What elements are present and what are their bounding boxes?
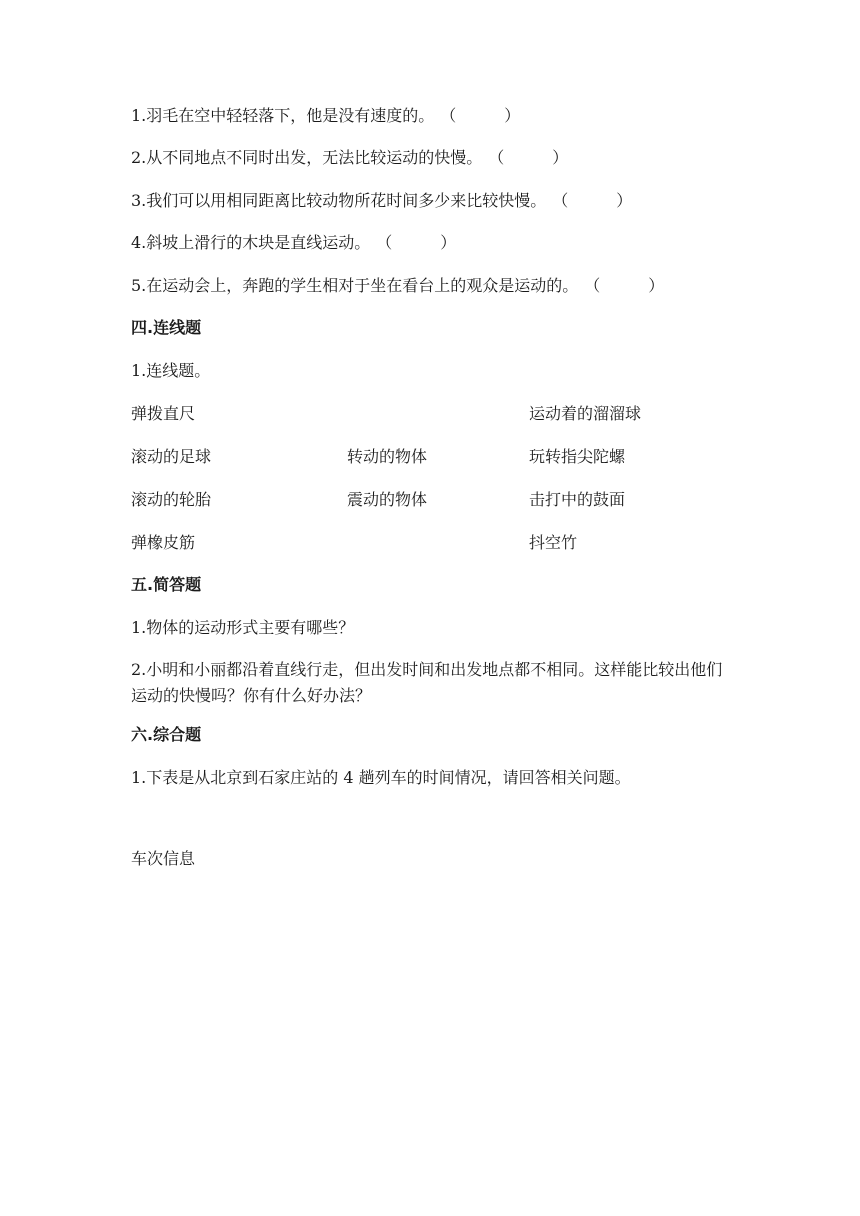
match-right-item[interactable]: 运动着的溜溜球 (529, 404, 642, 423)
match-left-item[interactable]: 弹拨直尺 (131, 404, 196, 423)
answer-parentheses[interactable]: （ ） (440, 106, 521, 125)
table-caption: 车次信息 (131, 849, 196, 868)
match-right-item[interactable]: 击打中的鼓面 (529, 490, 626, 509)
tf-item-text: 5.在运动会上，奔跑的学生相对于坐在看台上的观众是运动的。 (131, 276, 579, 295)
short-answer-question-2: 2.小明和小丽都沿着直线行走，但出发时间和出发地点都不相同。这样能比较出他们运动的快慢吗？你有什么好办法？ (131, 660, 723, 705)
match-left-item[interactable]: 滚动的轮胎 (131, 490, 212, 509)
section-title-comprehensive: 六.综合题 (131, 725, 202, 744)
tf-item-1 (131, 106, 520, 126)
tf-item-4 (131, 233, 456, 253)
answer-parentheses[interactable]: （ ） (584, 276, 665, 295)
section-title-short-answer: 五.简答题 (131, 575, 202, 594)
tf-item-2 (131, 148, 568, 168)
answer-parentheses[interactable]: （ ） (488, 148, 569, 167)
answer-parentheses[interactable]: （ ） (552, 191, 633, 210)
match-left-item[interactable]: 滚动的足球 (131, 447, 212, 466)
match-left-item[interactable]: 弹橡皮筋 (131, 533, 196, 552)
match-middle-item[interactable]: 震动的物体 (347, 490, 428, 509)
section-title-matching: 四.连线题 (131, 318, 202, 337)
tf-item-text: 4.斜坡上滑行的木块是直线运动。 (131, 233, 371, 252)
match-right-item[interactable]: 玩转指尖陀螺 (529, 447, 626, 466)
match-right-item[interactable]: 抖空竹 (529, 533, 578, 552)
tf-item-text: 2.从不同地点不同时出发，无法比较运动的快慢。 (131, 148, 483, 167)
tf-item-5 (131, 276, 664, 296)
tf-item-3 (131, 191, 632, 211)
answer-parentheses[interactable]: （ ） (376, 233, 457, 252)
short-answer-question-1: 1.物体的运动形式主要有哪些？ (131, 618, 355, 637)
match-middle-item[interactable]: 转动的物体 (347, 447, 428, 466)
tf-item-text: 1.羽毛在空中轻轻落下，他是没有速度的。 (131, 106, 435, 125)
comprehensive-question-1: 1.下表是从北京到石家庄站的 4 趟列车的时间情况，请回答相关问题。 (131, 768, 631, 787)
matching-question: 1.连线题。 (131, 361, 211, 380)
tf-item-text: 3.我们可以用相同距离比较动物所花时间多少来比较快慢。 (131, 191, 547, 210)
